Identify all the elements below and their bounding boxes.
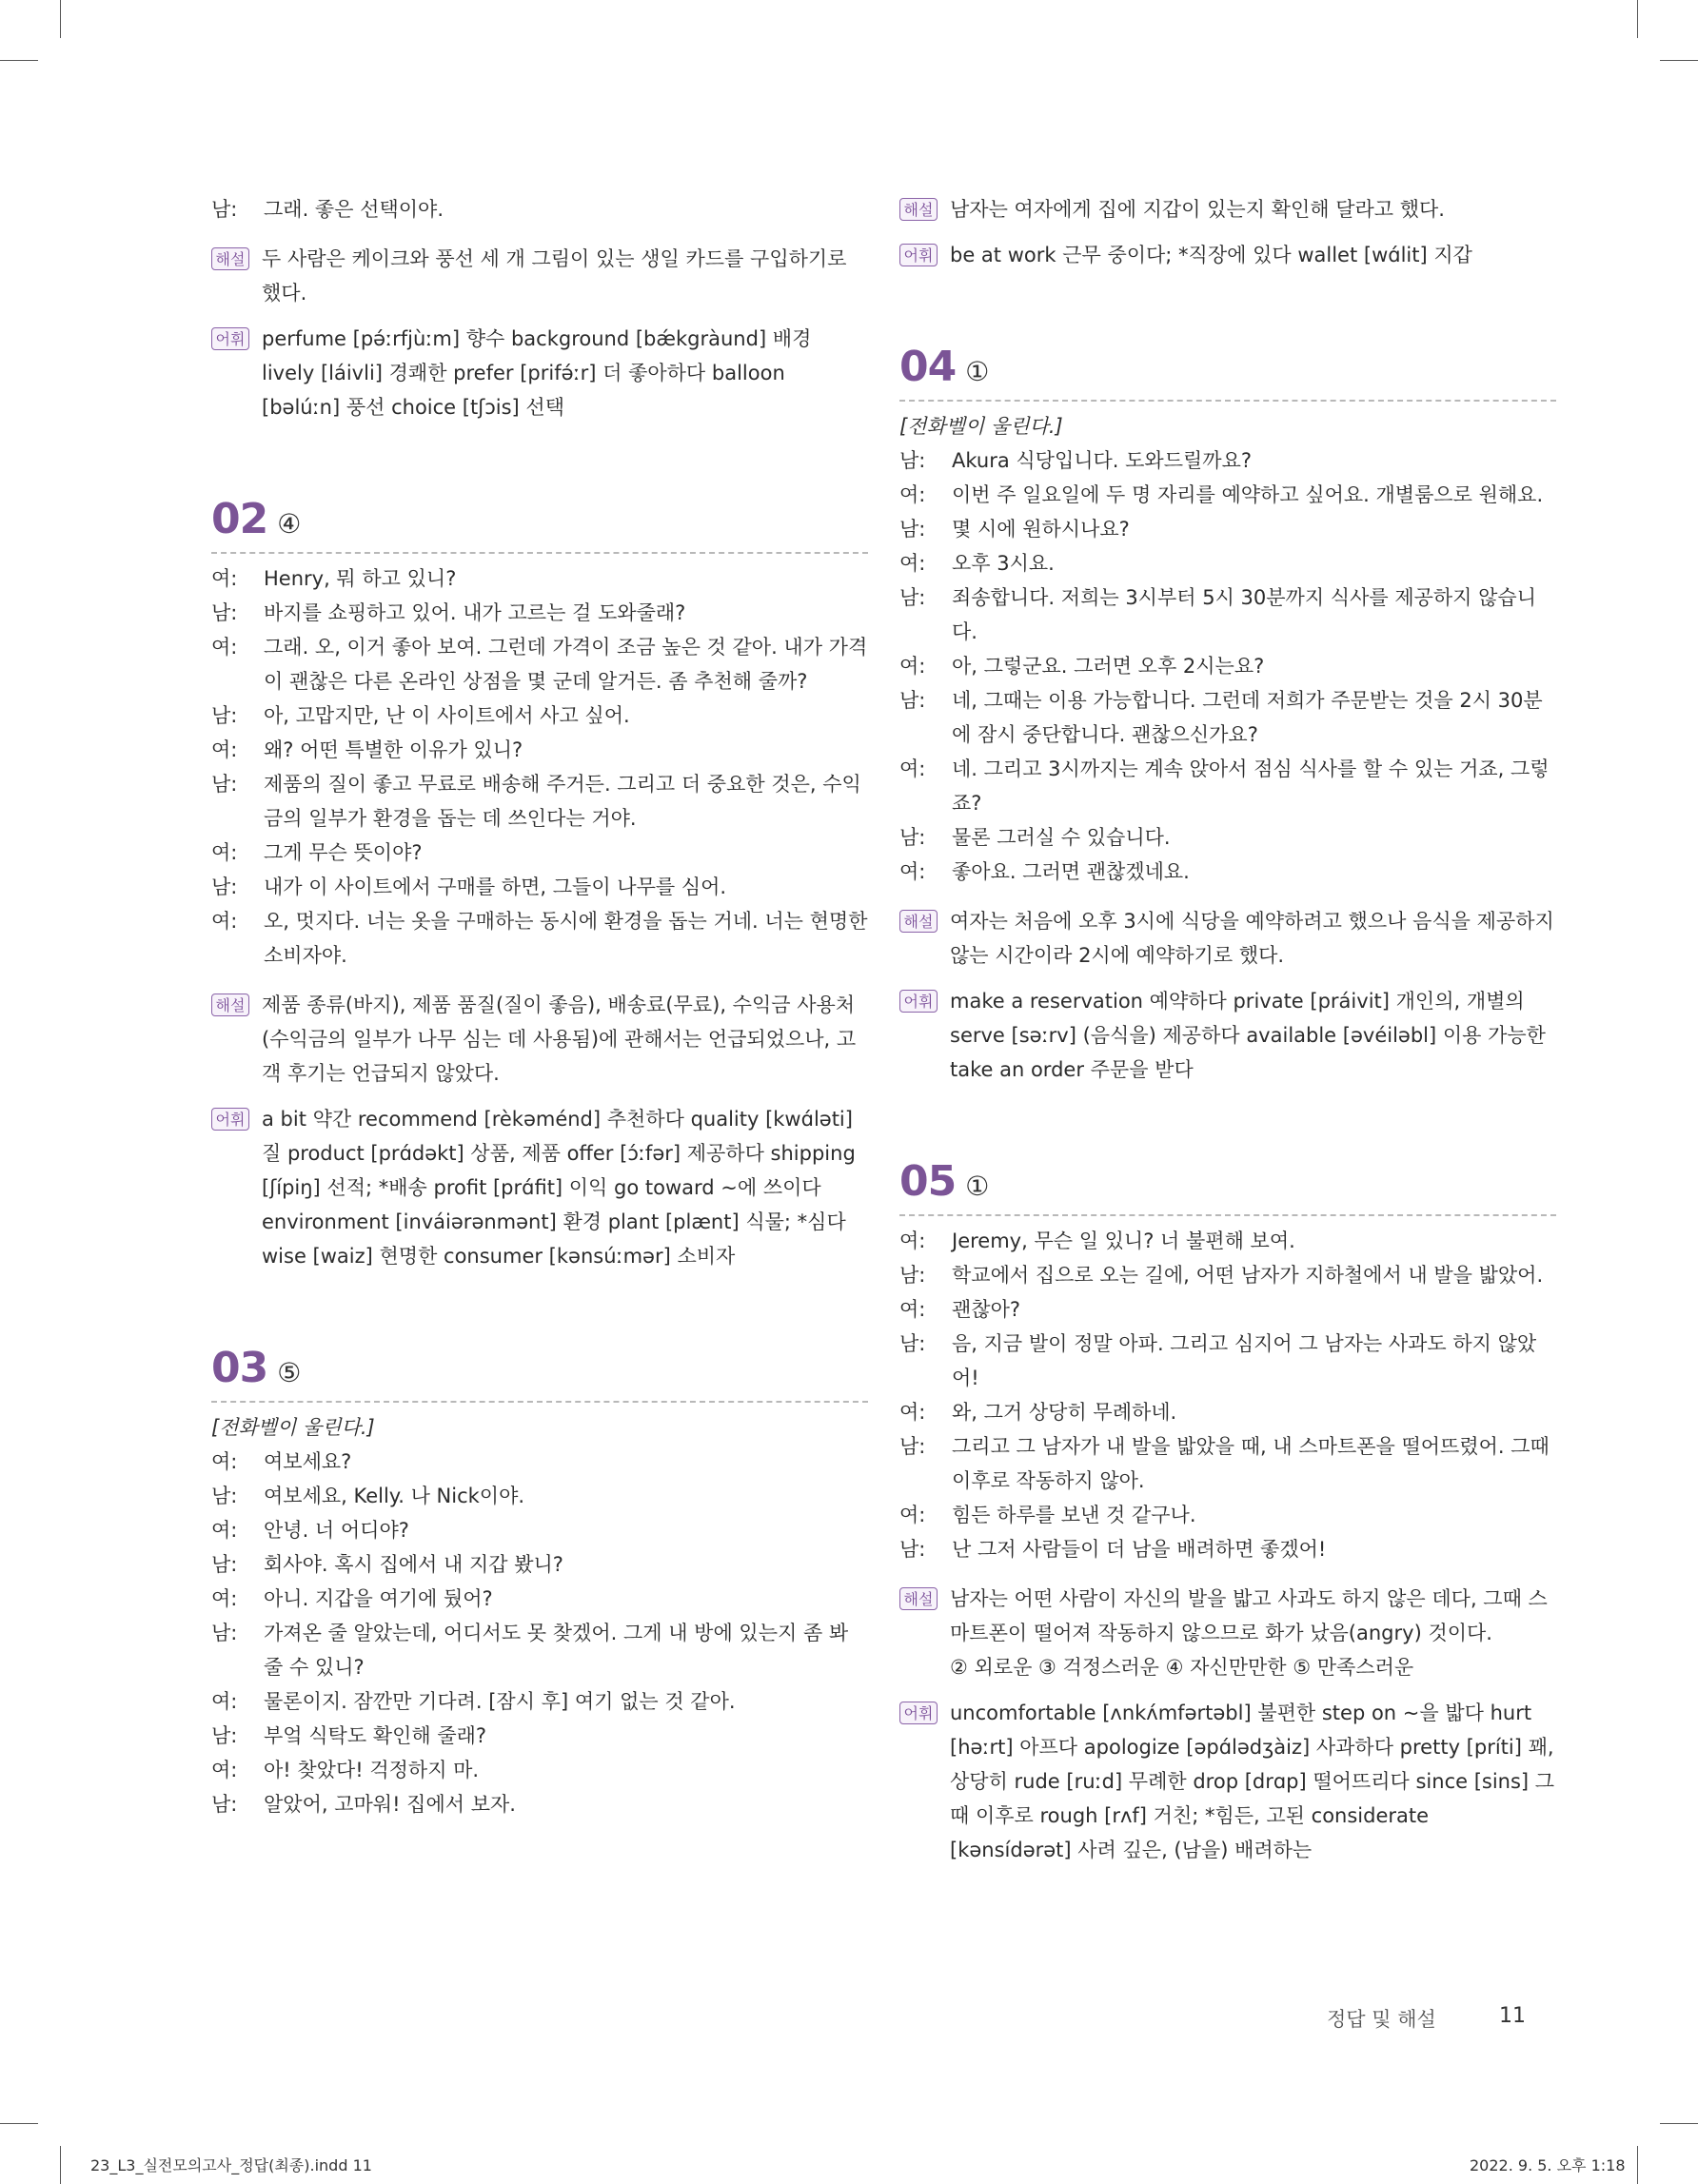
crop-mark	[0, 2123, 38, 2124]
crop-mark	[0, 60, 38, 61]
speaker: 남:	[899, 1435, 926, 1458]
dialogue	[899, 1224, 1556, 1566]
line-text: 죄송합니다. 저희는 3시부터 5시 30분까지 식사를 제공하지 않습니다.	[952, 586, 1536, 643]
speaker: 여:	[899, 655, 926, 678]
line-text: 와, 그거 상당히 무례하네.	[952, 1401, 1177, 1424]
speaker: 남:	[211, 704, 238, 727]
dialogue	[211, 1445, 868, 1821]
speaker: 여:	[899, 1298, 926, 1321]
footer-label: 정답 및 해설	[1327, 2008, 1436, 2031]
line-text: 왜? 어떤 특별한 이유가 있니?	[264, 738, 523, 761]
explanation	[211, 242, 868, 310]
line-text: 아, 고맙지만, 난 이 사이트에서 사고 싶어.	[264, 704, 630, 727]
speaker: 남:	[211, 1553, 238, 1576]
dialogue-line	[211, 561, 868, 596]
question-02	[211, 495, 868, 1273]
answer-mark: ①	[965, 1171, 990, 1202]
vocabulary-badge: 어휘	[899, 1702, 938, 1724]
left-column	[211, 192, 868, 1821]
speaker: 여:	[899, 1401, 926, 1424]
explanation-badge: 해설	[211, 247, 249, 270]
dialogue-line	[211, 1513, 868, 1547]
vocabulary-text: uncomfortable [ʌnkʌ́mfərtəbl] 불편한 step on ~을 밟다 hurt [həːrt] 아프다 apologize [əpɑ́lədʒàiz] 사과하다 pretty [príti] 꽤, 상당히 rude [ruːd] 무례한 drop [drɑp] 떨어뜨리다 since [sins] 그때 이후로 rough [rʌf] 거친; *힘든, 고된 considerate [kənsídərət] 사려 깊은, (남을) 배려하는	[950, 1702, 1555, 1861]
dialogue-line	[899, 1429, 1556, 1498]
line-text: 학교에서 집으로 오는 길에, 어떤 남자가 지하철에서 내 발을 밟았어.	[952, 1264, 1544, 1287]
line-text: 그래. 오, 이거 좋아 보여. 그런데 가격이 조금 높은 것 같아. 내가 가격이 괜찮은 다른 온라인 상점을 몇 군데 알거든. 좀 추천해 줄까?	[264, 636, 868, 693]
answer-mark: ④	[277, 508, 302, 540]
crop-mark	[1637, 2146, 1638, 2184]
speaker: 남:	[211, 876, 238, 898]
speaker: 여:	[211, 910, 238, 933]
vocabulary	[211, 322, 868, 424]
stage-direction: [전화벨이 울린다.]	[211, 1416, 375, 1439]
vocabulary	[899, 984, 1556, 1087]
page-number: 11	[1499, 2004, 1526, 2028]
question-number: 04	[899, 343, 957, 391]
right-column	[899, 192, 1556, 1867]
dialogue-line	[899, 1292, 1556, 1327]
dialogue	[211, 561, 868, 973]
explanation-text: 제품 종류(바지), 제품 품질(질이 좋음), 배송료(무료), 수익금 사용처(수익금의 일부가 나무 심는 데 사용됨)에 관해서는 언급되었으나, 고객 후기는 언급되지 않았다.	[262, 994, 857, 1085]
dialogue-line	[211, 596, 868, 630]
explanation	[899, 192, 1556, 226]
answer-mark: ①	[965, 356, 990, 387]
explanation	[899, 1582, 1556, 1684]
question-03	[211, 1344, 868, 1821]
divider	[211, 552, 868, 554]
answer-mark: ⑤	[277, 1357, 302, 1388]
explanation-text: 두 사람은 케이크와 풍선 세 개 그림이 있는 생일 카드를 구입하기로 했다.	[262, 247, 847, 305]
dialogue-line	[211, 1719, 868, 1753]
line-text: 여보세요?	[264, 1450, 352, 1473]
crop-mark	[60, 2146, 61, 2184]
speaker: 남:	[899, 689, 926, 712]
dialogue-line	[899, 752, 1556, 820]
question-number: 03	[211, 1344, 268, 1392]
date-info: 2022. 9. 5. 오후 1:18	[1470, 2156, 1626, 2174]
line-text: 제품의 질이 좋고 무료로 배송해 주거든. 그리고 더 중요한 것은, 수익금의 일부가 환경을 돕는 데 쓰인다는 거야.	[264, 773, 861, 830]
dialogue-line	[899, 443, 1556, 478]
speaker: 여:	[899, 860, 926, 883]
dialogue-line	[899, 512, 1556, 546]
line-text: 그리고 그 남자가 내 발을 밟았을 때, 내 스마트폰을 떨어뜨렸어. 그때 이후로 작동하지 않아.	[952, 1435, 1550, 1492]
question-header	[211, 1344, 868, 1397]
speaker: 여:	[899, 758, 926, 780]
crop-mark	[1660, 60, 1698, 61]
speaker: 여:	[211, 738, 238, 761]
crop-mark	[1637, 0, 1638, 38]
crop-mark	[1660, 2123, 1698, 2124]
speaker: 여:	[211, 567, 238, 590]
explanation-badge: 해설	[899, 198, 938, 221]
vocabulary	[211, 1102, 868, 1273]
speaker: 남:	[899, 586, 926, 609]
divider	[211, 1401, 868, 1403]
line-text: 오, 멋지다. 너는 옷을 구매하는 동시에 환경을 돕는 거네. 너는 현명한 소비자야.	[264, 910, 868, 967]
line-text: 몇 시에 원하시나요?	[952, 518, 1130, 541]
line-text: Akura 식당입니다. 도와드릴까요?	[952, 449, 1253, 472]
file-info: 23_L3_실전모의고사_정답(최종).indd 11	[90, 2156, 372, 2174]
vocabulary-badge: 어휘	[899, 244, 938, 266]
dialogue-line	[899, 1258, 1556, 1292]
dialogue-line	[899, 683, 1556, 752]
speaker: 여:	[211, 1519, 238, 1542]
dialogue-line	[211, 767, 868, 836]
vocabulary-text: make a reservation 예약하다 private [práivit] 개인의, 개별의 serve [səːrv] (음식을) 제공하다 available [əvéiləbl] 이용 가능한 take an order 주문을 받다	[950, 990, 1546, 1081]
line-text: 안녕. 너 어디야?	[264, 1519, 409, 1542]
vocabulary-text: a bit 약간 recommend [rèkəménd] 추천하다 quality [kwɑ́ləti] 질 product [prɑ́dəkt] 상품, 제품 offer [ɔ́ːfər] 제공하다 shipping [ʃípiŋ] 선적; *배송 profit [prɑ́fit] 이익 go toward ~에 쓰이다 environment [inváiərənmənt] 환경 plant [plænt] 식물; *심다 wise [waiz] 현명한 consumer [kənsúːmər] 소비자	[262, 1108, 856, 1268]
line-text: 네, 그때는 이용 가능합니다. 그런데 저희가 주문받는 것을 2시 30분에 잠시 중단합니다. 괜찮으신가요?	[952, 689, 1543, 746]
speaker: 남:	[211, 773, 238, 796]
vocabulary-badge: 어휘	[211, 1108, 249, 1131]
vocabulary-badge: 어휘	[899, 990, 938, 1013]
dialogue-line	[899, 546, 1556, 580]
line-text: 내가 이 사이트에서 구매를 하면, 그들이 나무를 심어.	[264, 876, 727, 898]
line-text: 아! 찾았다! 걱정하지 마.	[264, 1759, 480, 1781]
speaker: 여:	[899, 483, 926, 506]
dialogue-line	[211, 630, 868, 698]
speaker: 여:	[899, 552, 926, 575]
speaker: 남:	[211, 1724, 238, 1747]
divider	[899, 1214, 1556, 1216]
explanation	[211, 988, 868, 1091]
question-04	[899, 343, 1556, 1087]
dialogue-line	[899, 1498, 1556, 1532]
line-text: 아, 그렇군요. 그러면 오후 2시는요?	[952, 655, 1265, 678]
line-text: Jeremy, 무슨 일 있니? 너 불편해 보여.	[952, 1230, 1295, 1252]
line-text: 회사야. 혹시 집에서 내 지갑 봤니?	[264, 1553, 563, 1576]
speaker: 여:	[211, 841, 238, 864]
explanation-badge: 해설	[899, 1587, 938, 1610]
question-number: 05	[899, 1157, 957, 1206]
explanation-text: 남자는 어떤 사람이 자신의 발을 밟고 사과도 하지 않은 데다, 그때 스마트폰이 떨어져 작동하지 않으므로 화가 났음(angry) 것이다.	[950, 1587, 1548, 1644]
dialogue-line	[211, 904, 868, 973]
question-header	[211, 495, 868, 548]
line-text: 그게 무슨 뜻이야?	[264, 841, 423, 864]
dialogue-line	[899, 820, 1556, 855]
dialogue-line	[899, 1395, 1556, 1429]
line-text: 난 그저 사람들이 더 남을 배려하면 좋겠어!	[952, 1538, 1327, 1561]
line-text: 바지를 쇼핑하고 있어. 내가 고르는 걸 도와줄래?	[264, 601, 686, 624]
dialogue-line	[899, 855, 1556, 889]
line-text: 좋아요. 그러면 괜찮겠네요.	[952, 860, 1190, 883]
speaker: 남:	[899, 518, 926, 541]
dialogue-line	[899, 649, 1556, 683]
explanation-badge: 해설	[211, 994, 249, 1016]
question-number: 02	[211, 495, 268, 543]
speaker: 남:	[211, 1485, 238, 1507]
line-text: 여보세요, Kelly. 나 Nick이야.	[264, 1485, 525, 1507]
speaker: 남:	[211, 1793, 238, 1816]
speaker: 여:	[211, 1587, 238, 1610]
speaker: 남:	[899, 1332, 926, 1355]
dialogue-line	[899, 1532, 1556, 1566]
vocabulary	[899, 238, 1556, 272]
explanation-body	[950, 1582, 1556, 1684]
dialogue-line	[211, 1479, 868, 1513]
line-text: Henry, 뭐 하고 있니?	[264, 567, 457, 590]
dialogue-line	[211, 870, 868, 904]
dialogue-line	[899, 1224, 1556, 1258]
question-header	[899, 343, 1556, 396]
speaker: 남:	[899, 826, 926, 849]
line-text: 아니. 지갑을 여기에 뒀어?	[264, 1587, 493, 1610]
speaker: 여:	[211, 1450, 238, 1473]
crop-mark	[60, 0, 61, 38]
vocabulary-badge: 어휘	[211, 327, 249, 350]
line-text: 부엌 식탁도 확인해 줄래?	[264, 1724, 487, 1747]
dialogue-line	[211, 1616, 868, 1684]
speaker: 남:	[899, 1264, 926, 1287]
explanation	[899, 904, 1556, 973]
question-header	[899, 1157, 1556, 1210]
line-text: 네. 그리고 3시까지는 계속 앉아서 점심 식사를 할 수 있는 거죠, 그렇죠?	[952, 758, 1550, 815]
vocabulary	[899, 1696, 1556, 1867]
dialogue-line	[211, 1582, 868, 1616]
dialogue-line	[899, 580, 1556, 649]
dialogue-line	[211, 836, 868, 870]
line-text: 알았어, 고마워! 집에서 보자.	[264, 1793, 516, 1816]
dialogue-line	[211, 1547, 868, 1582]
dialogue-line	[211, 733, 868, 767]
dialogue-line	[211, 1445, 868, 1479]
line-text: 힘든 하루를 보낸 것 같구나.	[952, 1504, 1196, 1526]
dialogue-line	[899, 478, 1556, 512]
speaker: 여:	[899, 1230, 926, 1252]
speaker: 남:	[899, 449, 926, 472]
explanation-text: 여자는 처음에 오후 3시에 식당을 예약하려고 했으나 음식을 제공하지 않는 시간이라 2시에 예약하기로 했다.	[950, 910, 1554, 967]
speaker: 남:	[899, 1538, 926, 1561]
speaker: 남:	[211, 1622, 238, 1644]
line-text: 괜찮아?	[952, 1298, 1021, 1321]
vocabulary-text: be at work 근무 중이다; *직장에 있다 wallet [wɑ́lit] 지갑	[950, 244, 1472, 266]
line-text: 음, 지금 발이 정말 아파. 그리고 심지어 그 남자는 사과도 하지 않았어!	[952, 1332, 1537, 1389]
speaker: 여:	[899, 1504, 926, 1526]
dialogue-line	[899, 1327, 1556, 1395]
line-text: 그래. 좋은 선택이야.	[264, 198, 444, 221]
stage-direction: [전화벨이 울린다.]	[899, 415, 1063, 438]
vocabulary-text: perfume [pə́ːrfjùːm] 향수 background [bǽkgràund] 배경 lively [láivli] 경쾌한 prefer [prifə́ːr] 더 좋아하다 balloon [bəlúːn] 풍선 choice [tʃɔis] 선택	[262, 327, 812, 419]
question-05	[899, 1157, 1556, 1867]
divider	[899, 400, 1556, 402]
dialogue-line	[211, 1753, 868, 1787]
explanation-badge: 해설	[899, 910, 938, 933]
wrong-choices: ② 외로운 ③ 걱정스러운 ④ 자신만만한 ⑤ 만족스러운	[950, 1656, 1414, 1679]
explanation-text: 남자는 여자에게 집에 지갑이 있는지 확인해 달라고 했다.	[950, 198, 1445, 221]
speaker: 남:	[211, 198, 238, 221]
line-text: 이번 주 일요일에 두 명 자리를 예약하고 싶어요. 개별룸으로 원해요.	[952, 483, 1544, 506]
dialogue-line	[211, 192, 868, 226]
dialogue-line	[211, 1684, 868, 1719]
dialogue	[899, 443, 1556, 889]
speaker: 남:	[211, 601, 238, 624]
line-text: 물론 그러실 수 있습니다.	[952, 826, 1171, 849]
line-text: 물론이지. 잠깐만 기다려. [잠시 후] 여기 없는 것 같아.	[264, 1690, 736, 1713]
speaker: 여:	[211, 1759, 238, 1781]
dialogue-line	[211, 1787, 868, 1821]
speaker: 여:	[211, 1690, 238, 1713]
dialogue-line	[211, 698, 868, 733]
line-text: 가져온 줄 알았는데, 어디서도 못 찾겠어. 그게 내 방에 있는지 좀 봐 줄 수 있니?	[264, 1622, 849, 1679]
speaker: 여:	[211, 636, 238, 659]
line-text: 오후 3시요.	[952, 552, 1055, 575]
